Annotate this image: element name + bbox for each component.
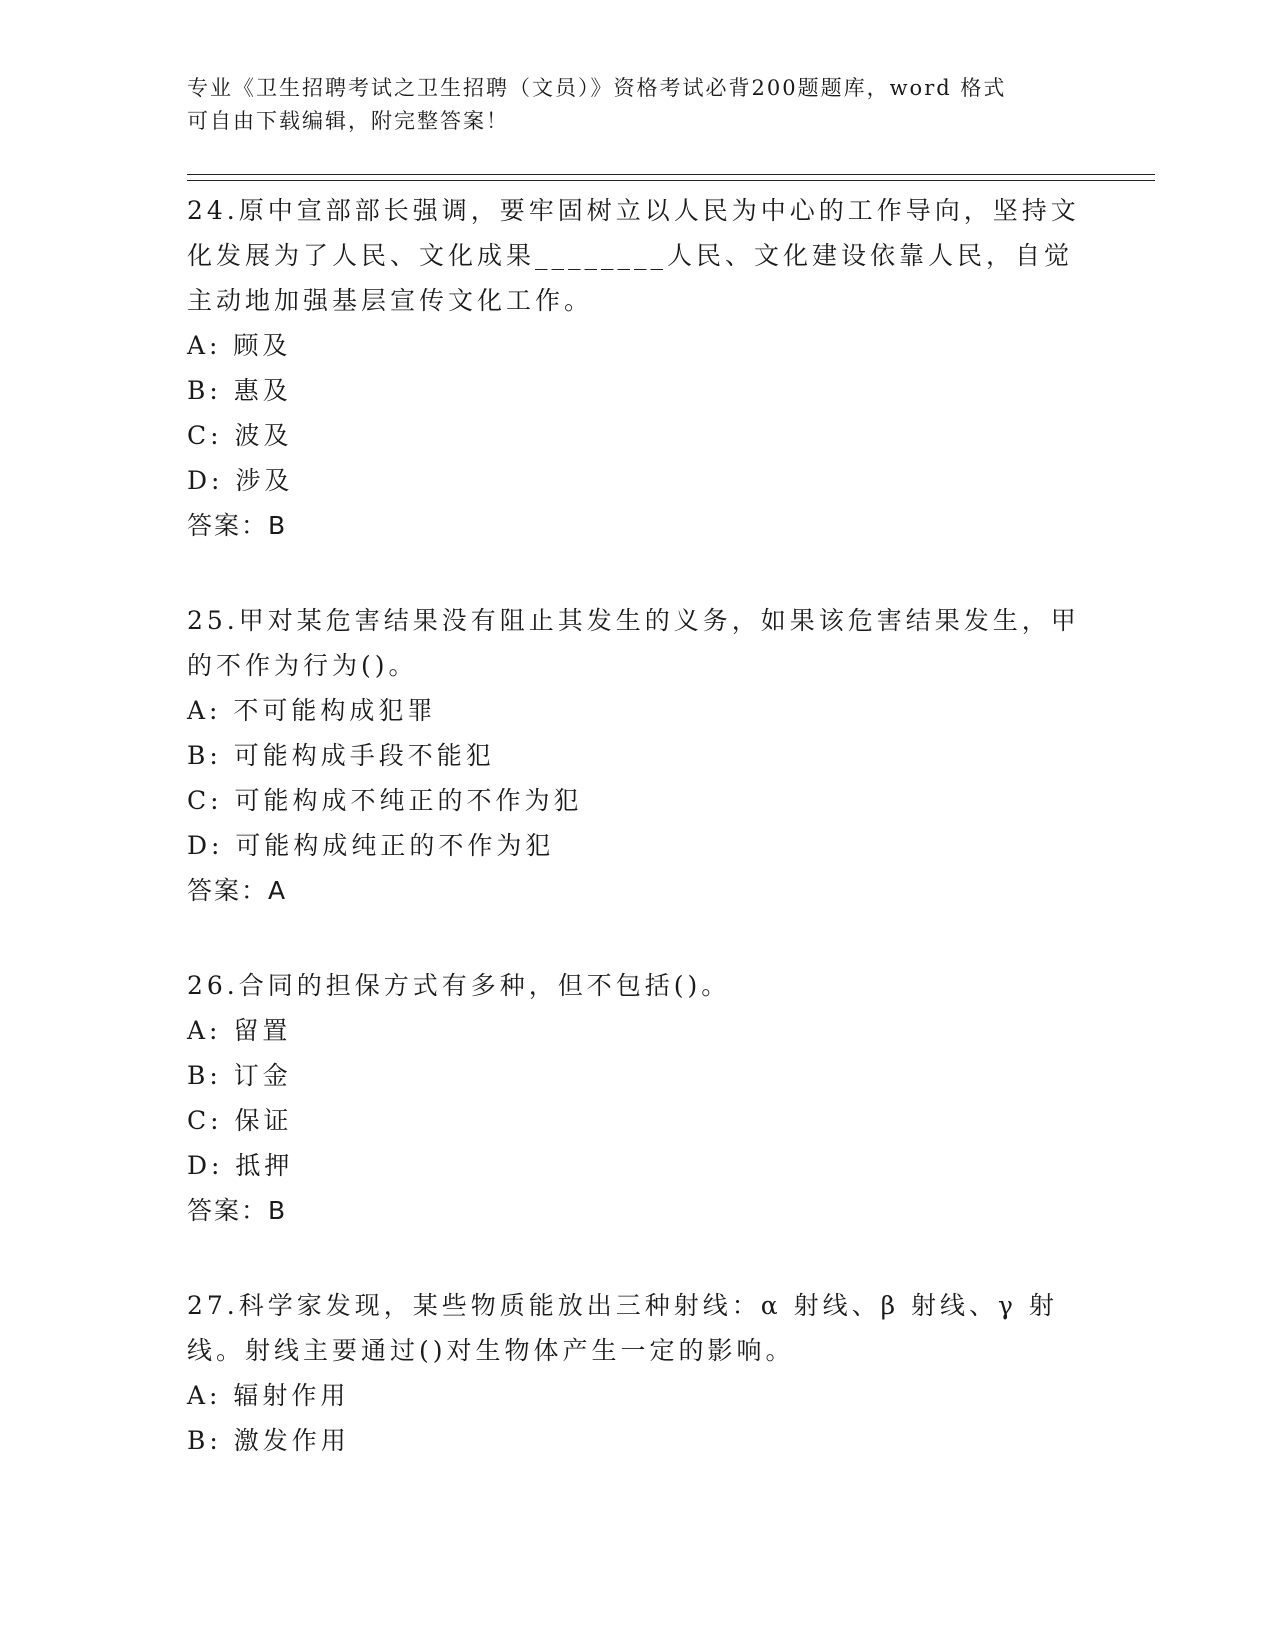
option-b: B: 可能构成手段不能犯 <box>187 741 495 770</box>
question-27 <box>187 1283 1087 1463</box>
question-stem <box>187 963 1087 1008</box>
stem-line: 24.原中宣部部长强调，要牢固树立以人民为中心的工作导向，坚持文 <box>187 196 1080 225</box>
stem-line: 26.合同的担保方式有多种，但不包括()。 <box>187 971 731 1000</box>
answer-line: 答案：B <box>187 1196 288 1225</box>
option-c: C: 波及 <box>187 421 293 450</box>
header-divider-top <box>187 174 1155 175</box>
question-stem <box>187 598 1087 688</box>
option-a: A: 留置 <box>187 1016 292 1045</box>
document-header <box>187 72 1067 138</box>
option-c: C: 保证 <box>187 1106 293 1135</box>
question-26 <box>187 963 1087 1233</box>
option-a: A: 顾及 <box>187 331 292 360</box>
stem-line: 的不作为行为()。 <box>187 651 418 680</box>
question-stem <box>187 1283 1087 1373</box>
answer-line: 答案：A <box>187 876 288 905</box>
option-d: D: 抵押 <box>187 1151 294 1180</box>
header-line-1: 专业《卫生招聘考试之卫生招聘（文员）》资格考试必背200题题库，word 格式 <box>187 76 1007 100</box>
question-25 <box>187 598 1087 913</box>
option-d: D: 可能构成纯正的不作为犯 <box>187 831 555 860</box>
option-a: A: 不可能构成犯罪 <box>187 696 437 725</box>
header-divider-bottom <box>187 180 1155 181</box>
stem-line: 化发展为了人民、文化成果________人民、文化建设依靠人民，自觉 <box>187 241 1074 270</box>
stem-line: 主动地加强基层宣传文化工作。 <box>187 286 594 315</box>
stem-line: 25.甲对某危害结果没有阻止其发生的义务，如果该危害结果发生，甲 <box>187 606 1080 635</box>
question-24 <box>187 188 1087 548</box>
stem-line: 27.科学家发现，某些物质能放出三种射线：α 射线、β 射线、γ 射 <box>187 1291 1058 1320</box>
option-d: D: 涉及 <box>187 466 294 495</box>
question-stem <box>187 188 1087 323</box>
answer-line: 答案：B <box>187 511 288 540</box>
header-line-2: 可自由下载编辑，附完整答案！ <box>187 109 509 133</box>
option-c: C: 可能构成不纯正的不作为犯 <box>187 786 583 815</box>
stem-line: 线。射线主要通过()对生物体产生一定的影响。 <box>187 1336 795 1365</box>
option-b: B: 惠及 <box>187 376 292 405</box>
option-a: A: 辐射作用 <box>187 1381 350 1410</box>
option-b: B: 激发作用 <box>187 1426 350 1455</box>
option-b: B: 订金 <box>187 1061 292 1090</box>
